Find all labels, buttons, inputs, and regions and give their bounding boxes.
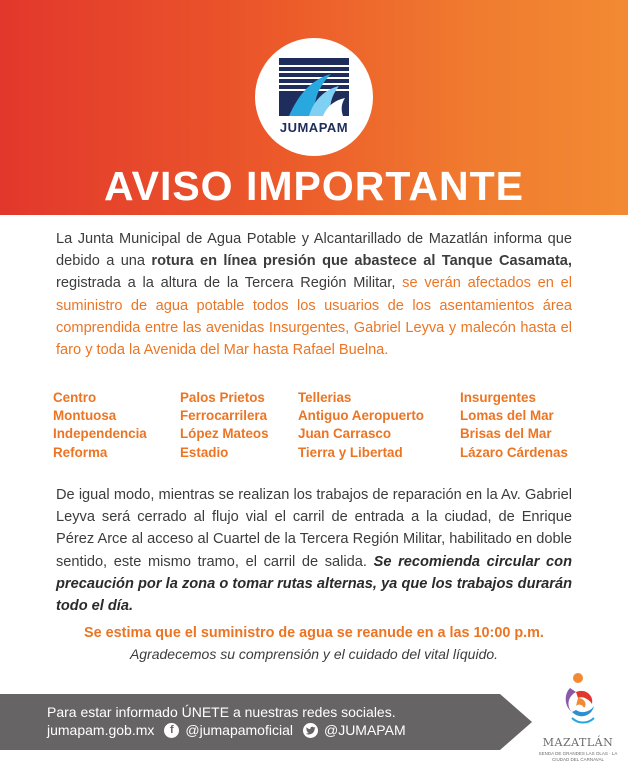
colonia-item: Lomas del Mar [460,408,554,424]
intro-text-3: registrada a la altura de la Tercera Región Militar, [56,275,403,292]
colonia-item: Reforma [53,444,108,460]
facebook-link[interactable]: @jumapamoficial [185,722,293,738]
colonia-item: Tierra y Libertad [298,444,403,460]
website-link[interactable]: jumapam.gob.mx [47,722,155,738]
mazatlan-emblem-icon [542,668,614,734]
twitter-link[interactable]: @JUMAPAM [323,722,406,738]
social-links [47,722,406,738]
colonia-item: Centro [53,390,97,405]
logo-wave-icon [279,58,349,116]
mazatlan-logo [542,668,614,764]
colonia-item: Antiguo Aeropuerto [298,408,424,424]
details-paragraph [56,484,572,617]
intro-paragraph [56,228,572,361]
twitter-icon [303,723,318,738]
colonias-list [0,389,628,469]
colonia-item: Palos Prietos [180,390,265,405]
colonias-column-3 [298,389,424,462]
colonias-column-4 [460,389,568,462]
colonia-item: Tellerias [298,390,352,405]
colonia-item: Juan Carrasco [298,426,392,442]
page-title: AVISO IMPORTANTE [104,163,524,209]
header-banner [0,0,628,215]
city-tagline: SENDA DE GRANDES LAS OLAS · LA CIUDAD DEL CARNAVAL [538,751,618,762]
city-name: MAZATLÁN [542,736,614,749]
logo-text: JUMAPAM [279,120,349,135]
social-invite: Para estar informado ÚNETE a nuestras redes sociales. [47,704,396,720]
colonia-item: Ferrocarrilera [180,408,268,424]
intro-text-affected: se verán afectados en el suministro de agua potable todos los usuarios de los asentamientos área comprendida entre las avenidas Insurgentes, Gabriel Leyva y malecón hasta el faro y toda la Avenida del Mar hasta Rafael Buelna. [56,275,572,359]
colonias-column-2 [180,389,269,462]
colonia-item: Lázaro Cárdenas [460,444,568,460]
restore-estimate: Se estima que el suministro de agua se reanude en a las 10:00 p.m. [84,625,544,641]
colonias-column-1 [53,389,147,462]
intro-text-1: La Junta Municipal de Agua Potable y Alcantarillado de Mazatlán informa que debido a una [56,231,572,270]
colonia-item: Montuosa [53,408,117,424]
details-recommendation: Se recomienda circular con precaución por la zona o tomar rutas alternas, ya que los trabajos durarán todo el día. [56,553,572,615]
colonia-item: Independencia [53,426,147,442]
facebook-icon: f [164,723,179,738]
thanks-note: Agradecemos su comprensión y el cuidado del vital líquido. [129,646,499,662]
intro-text-bold: rotura en línea presión que abastece al Tanque Casamata, [151,253,572,270]
colonia-item: Brisas del Mar [460,426,552,442]
colonia-item: Insurgentes [460,390,536,405]
jumapam-logo [255,38,373,156]
colonia-item: Estadio [180,444,229,460]
details-text: De igual modo, mientras se realizan los trabajos de reparación en la Av. Gabriel Leyva será cerrado al flujo vial el carril de entrada a la ciudad, de Enrique Pérez Arce al acceso al Cuartel de la Tercera Región Militar, habilitado en doble sentido, este mismo tramo, el carril de salida. [56,487,572,570]
colonia-item: López Mateos [180,426,269,442]
